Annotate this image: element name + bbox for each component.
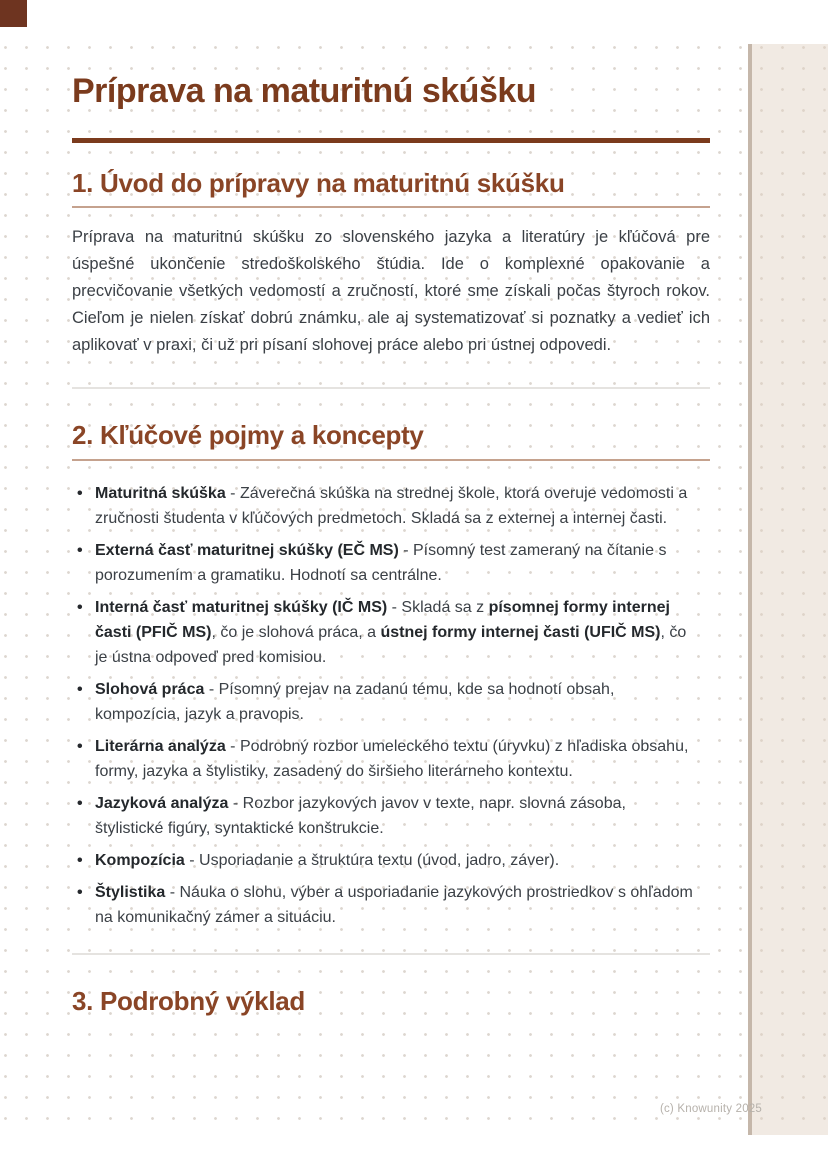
section-2-rule	[72, 459, 710, 461]
term-description: - Usporiadanie a štruktúra textu (úvod, jadro, záver).	[184, 851, 560, 869]
term-label: Interná časť maturitnej skúšky (IČ MS)	[95, 598, 388, 616]
term-label: Literárna analýza	[95, 737, 226, 755]
right-margin-band	[748, 44, 828, 1135]
key-terms-list	[72, 481, 694, 930]
intro-paragraph: Príprava na maturitnú skúšku zo slovenského jazyka a literatúry je kľúčová pre úspešné ukončenie stredoškolského štúdia. Ide o komplexné opakovanie a precvičovanie všetkých vedomostí a zručností, ktoré sme získali počas štyroch rokov. Cieľom je nielen získať dobrú známku, ale aj systematizovať si poznatky a vedieť ich aplikovať v praxi, či už pri písaní slohovej práce alebo pri ústnej odpovedi.	[72, 228, 710, 355]
corner-accent-square	[0, 0, 27, 27]
section-divider	[72, 387, 710, 389]
term-label: Maturitná skúška	[95, 484, 226, 502]
dotted-paper	[0, 44, 828, 1135]
page-title: Príprava na maturitnú skúšku	[72, 72, 537, 110]
term-description: - Rozbor jazykových javov v texte, napr. slovná zásoba, štylistické figúry, syntaktické konštrukcie.	[95, 794, 626, 837]
term-label: písomnej formy internej časti (PFIČ MS)	[95, 598, 670, 641]
section-2-heading: 2. Kľúčové pojmy a koncepty	[72, 420, 424, 451]
list-item	[72, 481, 694, 531]
list-item	[72, 848, 694, 873]
section-1-heading: 1. Úvod do prípravy na maturitnú skúšku	[72, 167, 565, 198]
term-description: , čo je slohová práca, a	[211, 623, 381, 641]
list-item	[72, 734, 694, 784]
term-description: - Záverečná skúška na strednej škole, ktorá overuje vedomosti a zručnosti študenta v kľúčových predmetoch. Skladá sa z externej a internej časti.	[95, 484, 688, 527]
term-description: - Písomný prejav na zadanú tému, kde sa hodnotí obsah, kompozícia, jazyk a pravopis.	[95, 680, 615, 723]
watermark: (c) Knowunity 2025	[659, 1103, 762, 1115]
term-label: Kompozícia	[95, 851, 185, 869]
term-description: , čo je ústna odpoveď pred komisiou.	[95, 623, 687, 666]
list-item	[72, 595, 694, 670]
term-description: - Písomný test zameraný na čítanie s porozumením a gramatiku. Hodnotí sa centrálne.	[95, 541, 667, 584]
list-item	[72, 791, 694, 841]
list-item	[72, 880, 694, 930]
term-label: Štylistika	[95, 883, 166, 901]
document-content	[72, 44, 710, 1024]
term-label: ústnej formy internej časti (UFIČ MS)	[380, 623, 661, 641]
section-1-rule	[72, 206, 710, 208]
list-item	[72, 677, 694, 727]
term-label: Jazyková analýza	[95, 794, 229, 812]
section-divider	[72, 953, 710, 955]
section-3-heading: 3. Podrobný výklad	[72, 985, 306, 1016]
term-description: - Podrobný rozbor umeleckého textu (úryvku) z hľadiska obsahu, formy, jazyka a štylistiky, zasadený do širšieho literárneho kontextu.	[95, 737, 689, 780]
term-label: Slohová práca	[95, 680, 205, 698]
title-rule	[72, 138, 710, 143]
term-description: - Skladá sa z	[387, 598, 489, 616]
term-label: Externá časť maturitnej skúšky (EČ MS)	[95, 541, 399, 559]
list-item	[72, 538, 694, 588]
term-description: - Náuka o slohu, výber a usporiadanie jazykových prostriedkov s ohľadom na komunikačný zámer a situáciu.	[95, 883, 693, 926]
